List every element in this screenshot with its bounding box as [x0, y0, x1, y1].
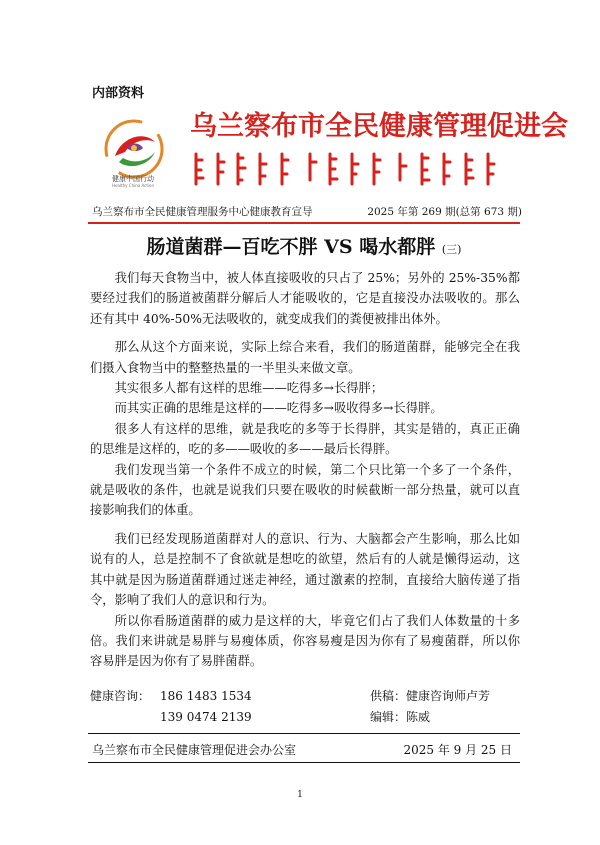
- page-number: 1: [297, 790, 303, 800]
- footer-office: 乌兰察布市全民健康管理促进会办公室: [92, 743, 297, 757]
- logo-sub-caption: Healthy China Action: [112, 183, 154, 188]
- issue-meta: [92, 204, 522, 219]
- paragraph: 我们已经发现肠道菌群对人的意识、行为、大脑都会产生影响，那么比如说有的人，总是控制不了食欲就是想吃的欲望，然后有的人就是懒得运动，这其中就是因为肠道菌群通过迷走神经，通过激素的控制，直接给大脑传递了指令，影响了我们人的意识和行为。: [90, 531, 520, 608]
- article-title: [88, 232, 520, 259]
- mongolian-script: [190, 150, 500, 190]
- paragraph: 其实很多人都有这样的思维——吃得多→长得胖；: [114, 381, 384, 396]
- contact-label: 健康咨询：: [90, 689, 151, 703]
- article-body: [90, 268, 520, 672]
- footer-top-rule: [88, 733, 520, 734]
- health-china-logo: [103, 118, 165, 180]
- paragraph: 很多人有这样的思维，就是我吃的多等于长得胖，其实是错的，真正正确的思维是这样的，吃的多——吸收的多——最后长得胖。: [90, 421, 520, 457]
- internal-label: 内部资料: [92, 86, 145, 101]
- header-divider: [88, 222, 520, 224]
- logo-caption: 健康中国行动: [112, 175, 154, 183]
- paragraph: 我们每天食物当中，被人体直接吸收的只占了 25%；另外的 25%-35%都要经过我们的肠道被菌群分解后人才能吸收的，它是直接没办法吸收的。那么还有其中 40%-50%无法吸收的，就变成我们的粪便被排出体外。: [90, 271, 520, 326]
- organization-name: 乌兰察布市全民健康管理促进会: [190, 111, 568, 142]
- paragraph: 我们发现当第一个条件不成立的时候，第二个只比第一个多了一个条件，就是吸收的条件，也就是说我们只要在吸收的时候截断一部分热量，就可以直接影响我们的体重。: [90, 462, 520, 518]
- contact-block: [90, 686, 520, 728]
- contributor: 供稿：健康咨询师卢芳: [370, 689, 491, 703]
- article-title-main: 肠道菌群—百吃不胖 VS 喝水都胖: [146, 236, 436, 258]
- issue-number: 2025 年第 269 期(总第 673 期): [367, 206, 522, 218]
- issuer-text: 乌兰察布市全民健康管理服务中心健康教育宣导: [92, 206, 313, 218]
- footer: [92, 741, 512, 758]
- phone-2: 139 0474 2139: [160, 710, 252, 724]
- paragraph: 而其实正确的思维是这样的——吃得多→吸收得多→长得胖。: [114, 401, 443, 416]
- phone-1: 186 1483 1534: [160, 689, 252, 703]
- editor: 编辑：陈威: [370, 710, 431, 724]
- footer-date: 2025 年 9 月 25 日: [403, 743, 512, 757]
- article-title-suffix: (三): [441, 243, 462, 256]
- paragraph: 那么从这个方面来说，实际上综合来看，我们的肠道菌群，能够完全在我们摄入食物当中的整整热量的一半里头来做文章。: [90, 340, 520, 375]
- footer-bottom-rule: [88, 762, 520, 763]
- paragraph: 所以你看肠道菌群的威力是这样的大，毕竟它们占了我们人体数量的十多倍。我们来讲就是易胖与易瘦体质，你容易瘦是因为你有了易瘦菌群，所以你容易胖是因为你有了易胖菌群。: [90, 613, 520, 669]
